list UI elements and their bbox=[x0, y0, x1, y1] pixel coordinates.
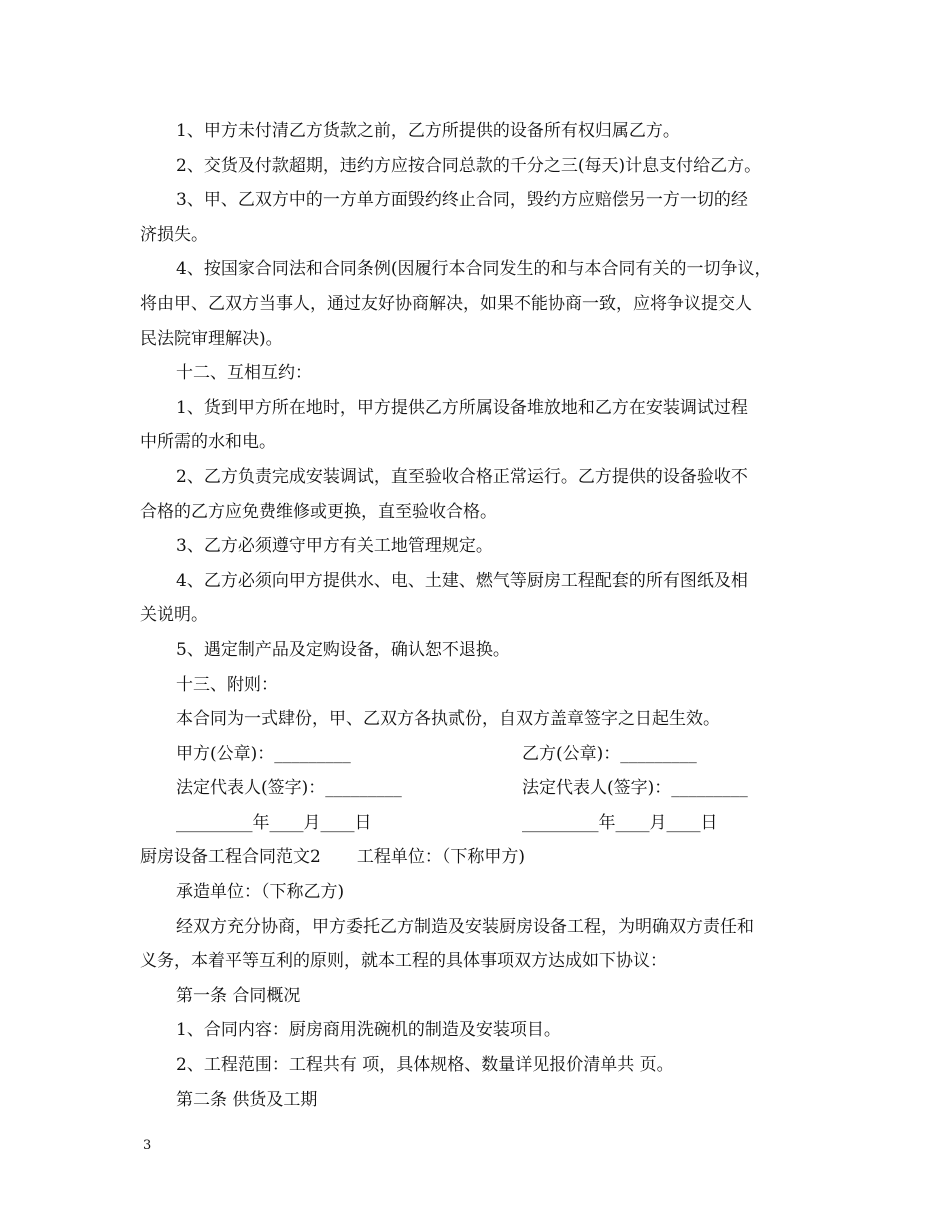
paragraph: 1、货到甲方所在地时，甲方提供乙方所属设备堆放地和乙方在安装调试过程 bbox=[176, 397, 748, 418]
paragraph-continuation: 合格的乙方应免费维修或更换，直至验收合格。 bbox=[140, 501, 497, 522]
party-b-representative-line: 法定代表人(签字)：_________ bbox=[522, 778, 748, 799]
paragraph: 3、甲、乙双方中的一方单方面毁约终止合同，毁约方应赔偿另一方一切的经 bbox=[176, 190, 748, 211]
paragraph: 5、遇定制产品及定购设备，确认恕不退换。 bbox=[176, 639, 510, 660]
signature-representative-row bbox=[140, 771, 820, 806]
section-heading: 十二、互相互约： bbox=[176, 363, 312, 384]
paragraph-continuation: 民法院审理解决)。 bbox=[140, 328, 283, 349]
section-heading: 十三、附则： bbox=[176, 674, 278, 695]
contractor-unit: 承造单位：（下称乙方) bbox=[176, 882, 345, 903]
party-a-seal-line: 甲方(公章)：_________ bbox=[176, 743, 351, 764]
party-b-date-line: _________年____月____日 bbox=[522, 812, 718, 833]
page-number: 3 bbox=[143, 1138, 152, 1153]
party-a-date-line: _________年____月____日 bbox=[176, 812, 372, 833]
section-title-line bbox=[140, 840, 820, 875]
signature-date-row bbox=[140, 806, 820, 841]
paragraph: 2、交货及付款超期，违约方应按合同总款的千分之三(每天)计息支付给乙方。 bbox=[176, 155, 762, 176]
paragraph: 1、合同内容：厨房商用洗碗机的制造及安装项目。 bbox=[176, 1020, 561, 1041]
party-b-seal-line: 乙方(公章)：_________ bbox=[522, 743, 697, 764]
paragraph-continuation: 济损失。 bbox=[140, 224, 208, 245]
paragraph: 经双方充分协商，甲方委托乙方制造及安装厨房设备工程，为明确双方责任和 bbox=[176, 916, 754, 937]
article-heading: 第二条 供货及工期 bbox=[176, 1089, 318, 1110]
paragraph-continuation: 关说明。 bbox=[140, 605, 208, 626]
paragraph: 1、甲方未付清乙方货款之前，乙方所提供的设备所有权归属乙方。 bbox=[176, 121, 680, 141]
engineering-unit: 工程单位：（下称甲方) bbox=[356, 847, 525, 868]
paragraph: 本合同为一式肆份，甲、乙双方各执贰份，自双方盖章签字之日起生效。 bbox=[176, 709, 720, 730]
paragraph: 4、乙方必须向甲方提供水、电、土建、燃气等厨房工程配套的所有图纸及相 bbox=[176, 570, 748, 591]
paragraph: 2、工程范围：工程共有 项，具体规格、数量详见报价清单共 页。 bbox=[176, 1055, 674, 1076]
article-heading: 第一条 合同概况 bbox=[176, 985, 301, 1006]
signature-seal-row bbox=[140, 737, 820, 772]
paragraph-continuation: 义务，本着平等互利的原则，就本工程的具体事项双方达成如下协议： bbox=[140, 951, 667, 972]
paragraph: 2、乙方负责完成安装调试，直至验收合格正常运行。乙方提供的设备验收不 bbox=[176, 466, 748, 487]
paragraph: 3、乙方必须遵守甲方有关工地管理规定。 bbox=[176, 536, 493, 557]
paragraph-continuation: 中所需的水和电。 bbox=[140, 432, 276, 453]
paragraph: 4、按国家合同法和合同条例(因履行本合同发生的和与本合同有关的一切争议， bbox=[176, 259, 772, 280]
party-a-representative-line: 法定代表人(签字)：_________ bbox=[176, 778, 402, 799]
document-body bbox=[140, 114, 820, 1117]
section-title: 厨房设备工程合同范文2 bbox=[140, 847, 321, 868]
paragraph-continuation: 将由甲、乙双方当事人，通过友好协商解决，如果不能协商一致，应将争议提交人 bbox=[140, 293, 752, 314]
